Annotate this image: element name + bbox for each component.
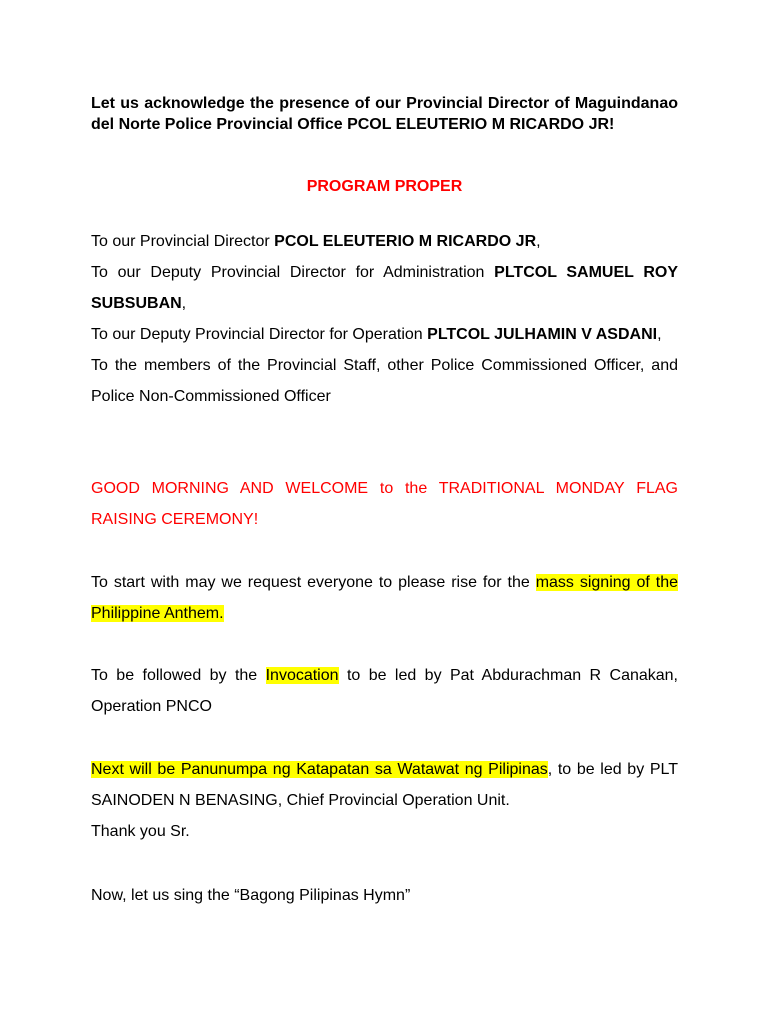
panunumpa-paragraph	[91, 754, 678, 847]
thanks-line: Thank you Sr.	[91, 823, 190, 840]
program-heading: PROGRAM PROPER	[306, 178, 463, 195]
invocation-text-after: to be led by Pat Abdurachman R Canakan, Operation PNCO	[91, 667, 679, 715]
invocation-text: To be followed by the	[91, 667, 266, 684]
welcome-paragraph: GOOD MORNING AND WELCOME to the TRADITIONAL MONDAY FLAG RAISING CEREMONY!	[91, 480, 678, 528]
address-prefix: To our Provincial Director	[91, 233, 275, 250]
address-line	[91, 257, 678, 319]
address-suffix: ,	[181, 295, 187, 312]
address-line	[91, 226, 678, 257]
address-suffix: ,	[536, 233, 541, 250]
address-suffix: ,	[657, 326, 662, 343]
address-prefix: To our Deputy Provincial Director for Administration	[91, 264, 495, 281]
address-prefix: To our Deputy Provincial Director for Operation	[91, 326, 428, 343]
invocation-paragraph	[91, 660, 678, 722]
anthem-text: To start with may we request everyone to please rise for the	[91, 574, 536, 591]
address-block	[91, 226, 678, 412]
anthem-highlight: mass signing of the Philippine Anthem.	[91, 574, 678, 622]
invocation-highlight: Invocation	[265, 667, 339, 684]
address-line	[91, 319, 678, 350]
hymn-paragraph: Now, let us sing the “Bagong Pilipinas Hymn”	[91, 887, 411, 904]
panunumpa-text	[91, 754, 678, 816]
address-name: PLTCOL SAMUEL ROY SUBSUBAN	[91, 264, 679, 312]
intro-paragraph: Let us acknowledge the presence of our Provincial Director of Maguindanao del Norte Police Provincial Office PCOL ELEUTERIO M RICARDO JR!	[91, 95, 678, 133]
members-line: To the members of the Provincial Staff, other Police Commissioned Officer, and Police Non-Commissioned Officer	[91, 357, 678, 405]
panunumpa-highlight: Next will be Panunumpa ng Katapatan sa Watawat ng Pilipinas	[91, 761, 548, 778]
anthem-paragraph	[91, 567, 678, 629]
address-name: PLTCOL JULHAMIN V ASDANI	[427, 326, 658, 343]
address-name: PCOL ELEUTERIO M RICARDO JR	[274, 233, 537, 250]
panunumpa-text-after: , to be led by PLT SAINODEN N BENASING, Chief Provincial Operation Unit.	[91, 761, 679, 809]
